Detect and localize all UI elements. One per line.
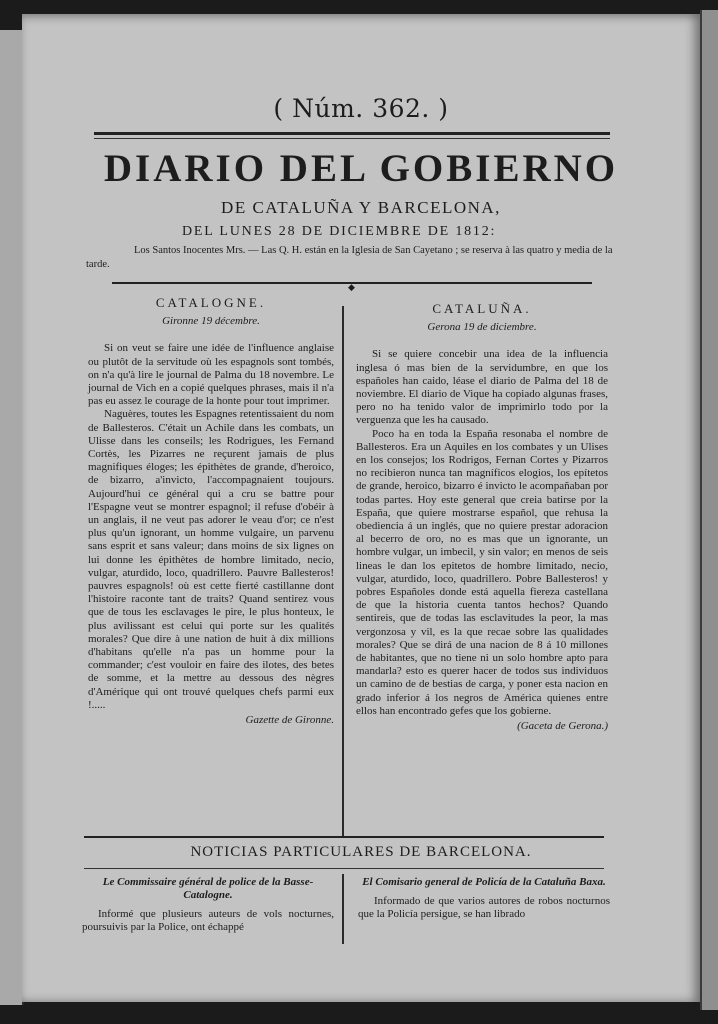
french-column [88, 296, 334, 727]
bottom-column-divider [342, 874, 344, 944]
police-notice-spanish [358, 876, 610, 921]
spanish-place: Gerona 19 de diciembre. [427, 321, 537, 334]
french-place: Gironne 19 décembre. [162, 315, 260, 328]
police-heading-spanish: El Comisario general de Policía de la Cataluña Baxa. [362, 876, 606, 888]
police-heading-french: Le Commissaire général de police de la Basse-Catalogne. [102, 876, 314, 901]
spanish-heading: CATALUÑA. [432, 301, 532, 316]
left-page-edge [0, 30, 24, 1005]
spanish-signature: (Gaceta de Gerona.) [517, 720, 608, 733]
french-paragraph-1: Si on veut se faire une idée de l'influence anglaise ou plutôt de la servitude où les espagnols sont tombés, on n'a qu'à lire le journal de Palma du 18 novembre. Le journal de Vich en a copié quelques phrases, mais il n'a pas eu assez le courage de la honte pour tout imprimer. [88, 342, 334, 408]
french-heading: CATALOGNE. [155, 295, 267, 310]
header-rule-top [94, 132, 610, 135]
french-signature: Gazette de Gironne. [245, 714, 334, 727]
section-rule [84, 836, 604, 838]
french-paragraph-2: Naguères, toutes les Espagnes retentissaient du nom de Ballesteros. C'était un Achile dans les combats, un Ulisse dans les conseils; les Rodrigues, les Fernand Cortès, les Pizarres ne reçurent jamais de plus magnifiques éloges; les épithètes de grande, d'heroico, de bizarro, a'invicto, l'accompagnaient toujours. Aujourd'hui ce général qui a cru se battre pour l'Espagne veut se montrer espagnol; il refuse d'obéir à un anglais, il ne veut pas adorer le veau d'or; ce n'est plus qu'un ignorant, un homme vulgaire, un parvenu sans esprit et sans valeur; dans moins de six lignes on lui donne les épithètes de hombre limitado, necio, vulgar, aturdido, loco, quadrillero. Pauvre Ballesteros! pauvres espagnols! où est cette fierté castillanne dont l'histoire raconte tant de traits? Quand sentirez vous que de tous les esclavages le pire, le plus honteux, le plus avilissant est celui qui porte sur les qualités morales? Que dire à une nation de huit à dix millions d'habitans qu'elle n'a pas un homme pour la commander; c'est vouloir en faire des ilotes, des betes de somme, et la mettre au dessous des nègres d'Amérique qui ont trouvé quelques chefs parmi eux !..... [88, 408, 334, 711]
section-rule-thin [84, 868, 604, 869]
newspaper-subtitle: DE CATALUÑA Y BARCELONA, [221, 198, 501, 217]
saints-notice: Los Santos Inocentes Mrs. — Las Q. H. están en la Iglesia de San Cayetano ; se reserva à las quatro y media de la tarde. [86, 245, 613, 270]
police-text-french: Informé que plusieurs auteurs de vols nocturnes, poursuivis par la Police, ont échappé [82, 908, 334, 933]
header-rule-top-thin [94, 138, 610, 139]
police-text-spanish: Informado de que varios autores de robos nocturnos que la Policía persigue, se han librado [358, 895, 610, 920]
issue-date: DEL LUNES 28 DE DICIEMBRE DE 1812: [182, 224, 497, 239]
noticias-title: NOTICIAS PARTICULARES DE BARCELONA. [190, 844, 532, 860]
right-page-edge [700, 10, 718, 1010]
spanish-column [356, 302, 608, 733]
rule-ornament: ◆ [348, 283, 355, 293]
police-notice-french [82, 876, 334, 934]
newspaper-page [22, 14, 700, 1002]
spanish-paragraph-1: Si se quiere concebir una idea de la influencia inglesa ó mas bien de la servidumbre, en que los españoles han caido, léase el diario de Palma del 18 de noviembre. El diario de Vique ha copiado algunas frases, pero no ha tenido valor de imprimirlo todo por la verguenza que les ha causado. [356, 348, 608, 427]
issue-number: ( Núm. 362. ) [273, 94, 449, 123]
newspaper-title: DIARIO DEL GOBIERNO [103, 147, 619, 190]
column-divider [342, 306, 344, 836]
spanish-paragraph-2: Poco ha en toda la España resonaba el nombre de Ballesteros. Era un Aquiles en los combates y un Ulises en los consejos; los Rodrigos, Fernan Cortes y Pizarros no recibieron nunca tan magníficos elogios, los epítetos de grande, heroico, bizarro é invicto le acompañaban por todas partes. Hoy este general que creia batirse por la España, que quiere mostrarse español, que rehusa la obediencia á un inglés, que no quiere prestar adoracion al becerro de oro, no es mas que un ignorante, un hombre vulgar, un imbecil, y sin valor; en menos de seis lineas le dan los epitetos de hombre limitado, necio, vulgar, aturdido, loco, quadrillero. Pobre Ballesteros! y pobres Españoles donde está aquella fiereza castellana de que la historia cuenta tantos hechos? Quando sentireis, que de todas las esclavitudes la peor, la mas vergonzosa y vil, es la que recae sobre las qualidades morales? Que se dirá de una nacion de 8 á 10 millones de habitantes, que no tiene ni un solo hombre apto para mandarla? esto es querer hacer de todos sus individuos un camino de de bestias de carga, y poner esta nacion en grado inferior á los negros de América quienes entre ellos han encontrado gefes que los gobierne. [356, 427, 608, 717]
